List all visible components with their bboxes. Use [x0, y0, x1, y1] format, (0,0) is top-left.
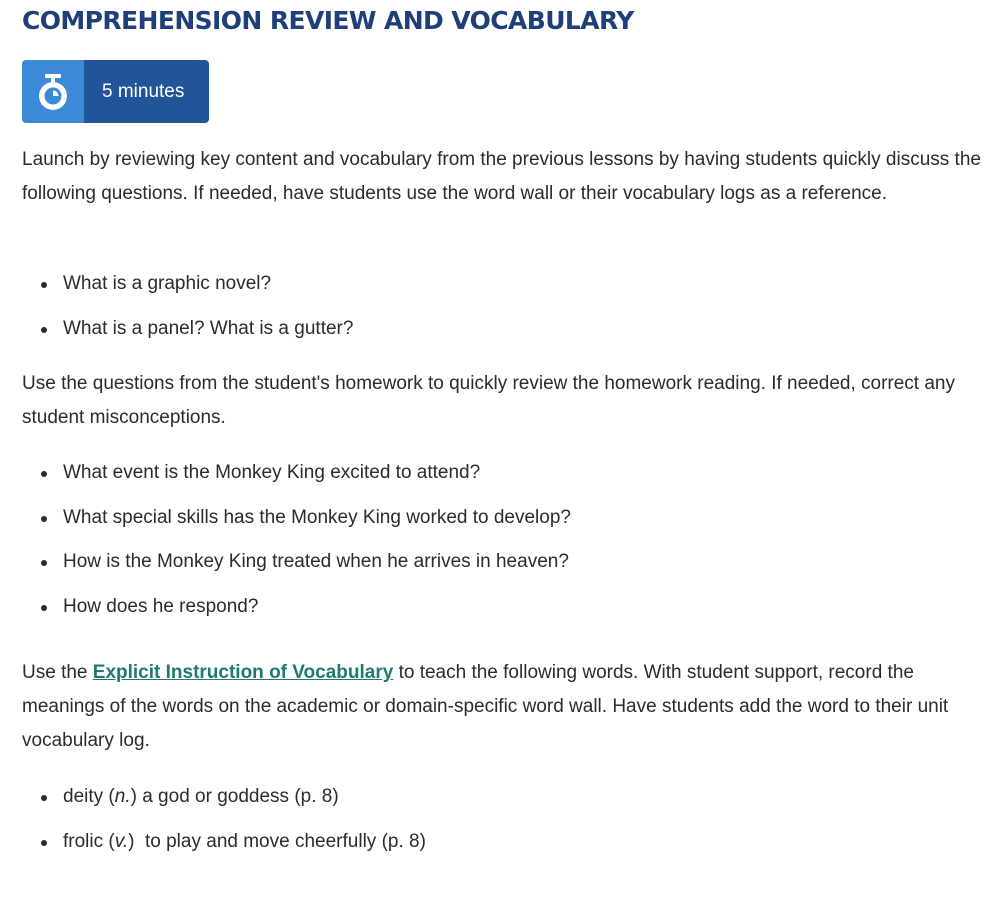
- vocabulary-paragraph-rest: to teach the following words. With student support, record the meanings of the words on the academic or domain-specific word wall. Have students add the word to their unit vocabulary log.: [22, 662, 949, 751]
- vocabulary-word: deity: [63, 786, 104, 807]
- section-title: COMPREHENSION REVIEW AND VOCABULARY: [22, 6, 634, 35]
- vocabulary-paragraph-lead: Use the: [22, 662, 93, 683]
- explicit-instruction-link[interactable]: Explicit Instruction of Vocabulary: [92, 662, 394, 683]
- review-question-list: [22, 272, 353, 361]
- list-item: How does he respond?: [22, 595, 571, 640]
- vocabulary-paragraph: [22, 656, 986, 758]
- homework-question-list: [22, 461, 571, 639]
- intro-paragraph: Launch by reviewing key content and vocabulary from the previous lessons by having students quickly discuss the following questions. If needed, have students use the word wall or their vocabulary logs as a reference.: [22, 149, 981, 204]
- vocabulary-item-frolic: frolic (v.) to play and move cheerfully (p. 8): [22, 830, 426, 875]
- vocabulary-list: [22, 785, 426, 874]
- vocabulary-word: frolic: [63, 830, 104, 852]
- part-of-speech: n.: [114, 786, 131, 807]
- time-badge-icon-box: [22, 60, 84, 123]
- vocabulary-definition: a god or goddess (p. 8): [136, 786, 339, 807]
- list-item: What special skills has the Monkey King worked to develop?: [22, 506, 571, 551]
- vocabulary-definition: to play and move cheerfully (p. 8): [134, 830, 426, 852]
- list-item: What event is the Monkey King excited to attend?: [22, 461, 571, 506]
- time-badge-label: 5 minutes: [84, 60, 209, 123]
- list-item: What is a graphic novel?: [22, 272, 353, 317]
- time-badge: [22, 60, 209, 123]
- part-of-speech: v.: [114, 830, 129, 852]
- stopwatch-icon: [36, 72, 70, 112]
- list-item: What is a panel? What is a gutter?: [22, 317, 353, 362]
- vocabulary-item-deity: deity (n.) a god or goddess (p. 8): [22, 785, 426, 830]
- list-item: How is the Monkey King treated when he arrives in heaven?: [22, 550, 571, 595]
- homework-paragraph: Use the questions from the student's homework to quickly review the homework reading. If needed, correct any student misconceptions.: [22, 373, 955, 428]
